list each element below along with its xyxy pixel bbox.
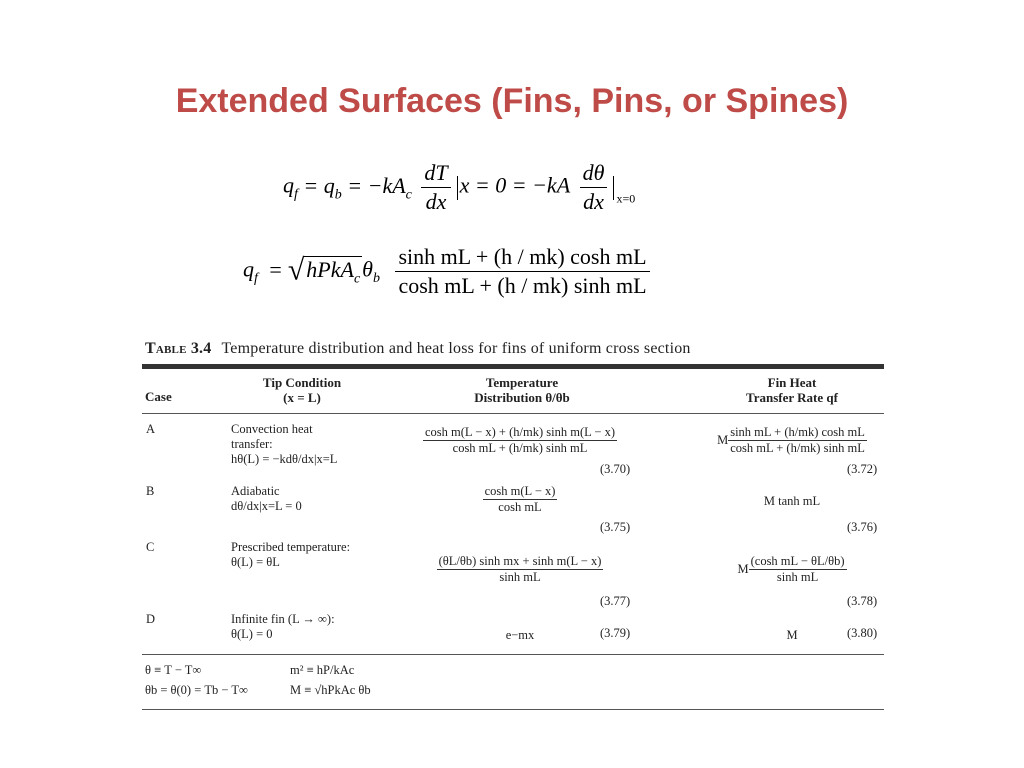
eq1-eval-bar: [457, 176, 458, 200]
definition-theta-b: θb = θ(0) = Tb − T∞: [145, 683, 248, 697]
eq2-theta: θ: [362, 256, 373, 282]
eq2-fraction: [395, 244, 649, 299]
row-temp-eqno: (3.77): [600, 594, 631, 608]
table-bottom-rule: [142, 709, 884, 710]
row-tip-condition: Convection heat transfer: hθ(L) = −kdθ/dx|x=L: [231, 422, 338, 466]
row-case: C: [146, 540, 155, 554]
table-fin-distribution: [142, 340, 884, 710]
row-fin-heat: M $\frac{\text{(cosh mL − θL/θb)}}{\text{sinh mL}}$: [737, 554, 845, 584]
header-case: Case: [145, 389, 172, 404]
header-tip: Tip Condition (x = L): [262, 375, 342, 405]
row-tip-condition: Adiabatic dθ/dx|x=L = 0: [231, 484, 302, 513]
table-caption: [142, 340, 884, 358]
eq1-tail-sub: x=0: [616, 191, 636, 206]
row-temp-eqno: (3.75): [600, 520, 631, 534]
row-fin-heat: M tanh mL: [763, 494, 821, 508]
table-header-rule: [142, 413, 884, 414]
equation-heat-rate-base: [283, 160, 635, 215]
sqrt-icon: √: [287, 253, 305, 287]
row-fin-heat: M $\frac{\text{sinh mL + (h/mk) cosh mL}}{\text{cosh mL + (h/mk) sinh mL}}$: [717, 425, 865, 455]
eq1-qb: = $q_b$: [303, 172, 342, 202]
row-temp-eqno: (3.79): [600, 626, 631, 640]
table-header: [142, 369, 884, 413]
row-tip-condition: Prescribed temperature: θ(L) = θL: [231, 540, 351, 569]
table-row: [142, 540, 884, 612]
row-fin-heat: M: [786, 628, 798, 642]
row-tip-condition: Infinite fin (L → ∞): θ(L) = 0: [231, 612, 335, 641]
eq1-q-sub: f: [294, 186, 298, 202]
eq2-equals: =: [269, 256, 282, 282]
eq2-sqrt-body: hPkA$_c$: [306, 256, 361, 286]
table-row: [142, 612, 884, 654]
row-temperature: $\frac{\text{cosh m(L − x) + (h/mk) sinh m(L − x)}}{\text{cosh mL + (h/mk) sinh mL}}$: [425, 425, 615, 455]
table-caption-text: Temperature distribution and heat loss for fins of uniform cross section: [221, 340, 691, 357]
eq1-q: q: [283, 172, 294, 198]
row-temp-eqno: (3.70): [600, 462, 631, 476]
table-label: Table 3.4: [145, 340, 212, 357]
eq1-middle: x = 0 = −kA: [459, 172, 571, 198]
row-case: D: [146, 612, 156, 626]
row-temperature: $\frac{\text{cosh m(L − x)}}{\text{cosh mL}}$: [484, 484, 556, 514]
row-temperature: e−mx: [505, 628, 535, 642]
row-case: A: [146, 422, 156, 436]
table-row: [142, 422, 884, 484]
eq1-kac: = $-kA_c$: [347, 172, 412, 202]
row-fin-eqno: (3.72): [847, 462, 878, 476]
definition-M: M ≡ √hPkAc θb: [290, 683, 371, 697]
table-row: [142, 484, 884, 540]
slide-title: Extended Surfaces (Fins, Pins, or Spines): [175, 82, 849, 120]
row-case: B: [146, 484, 155, 498]
row-fin-eqno: (3.78): [847, 594, 878, 608]
eq2-denominator: cosh mL + (h / mk) sinh mL: [398, 273, 647, 298]
eq2-q: q: [243, 256, 254, 282]
equation-fin-heat-rate: $q_f$ = $√hPkA_c\theta_b$ $\frac{\text{sinh mL + (h / mk) cosh mL}}{\text{cosh mL + (h / mk) sinh mL}}$: [243, 244, 654, 299]
eq1-eval-bar-2: [613, 176, 614, 200]
table-body-rule: [142, 654, 884, 655]
eq2-numerator: sinh mL + (h / mk) cosh mL: [395, 244, 649, 272]
row-fin-eqno: (3.76): [847, 520, 878, 534]
eq1-fraction-dT-dx: $\frac{dT}{dx}$: [421, 160, 450, 215]
header-temperature: Temperature Distribution θ/θb: [474, 375, 570, 405]
row-temperature: $\frac{\text{(θL/θb) sinh mx + sinh m(L − x)}}{\text{sinh mL}}$: [438, 554, 602, 584]
row-fin-eqno: (3.80): [847, 626, 878, 640]
definition-m-squared: m² ≡ hP/kAc: [290, 663, 355, 677]
header-fin-heat: Fin Heat Transfer Rate qf: [746, 375, 838, 405]
definition-theta: θ ≡ T − T∞: [145, 663, 202, 677]
eq1-fraction-dtheta-dx: $\frac{d\theta}{dx}$: [580, 160, 608, 215]
table-definitions: [142, 661, 884, 709]
